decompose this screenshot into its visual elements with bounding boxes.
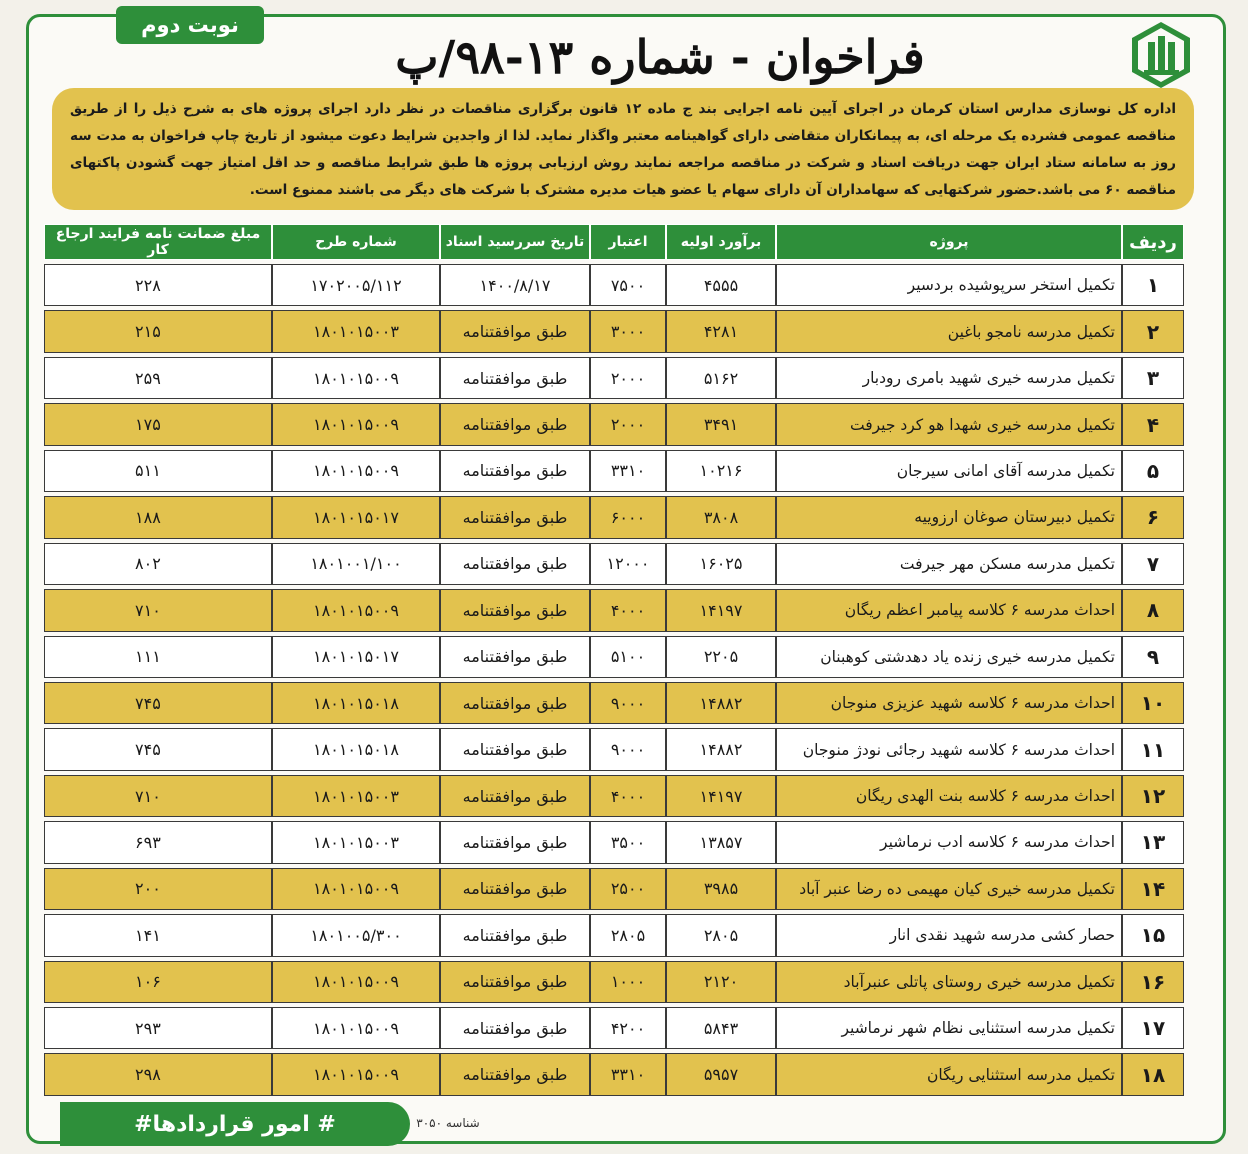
header-guarantee: مبلغ ضمانت نامه فرایند ارجاع کار bbox=[44, 224, 272, 260]
cell-plan-number: ۱۸۰۱۰۱۵۰۰۹ bbox=[272, 868, 440, 910]
cell-estimate: ۳۴۹۱ bbox=[666, 403, 776, 445]
cell-row-number: ۵ bbox=[1122, 450, 1184, 492]
table-row bbox=[44, 310, 1184, 352]
table-row bbox=[44, 543, 1184, 585]
header-row-number: ردیف bbox=[1122, 224, 1184, 260]
header-estimate: برآورد اولیه bbox=[666, 224, 776, 260]
cell-guarantee: ۵۱۱ bbox=[44, 450, 272, 492]
cell-credit: ۷۵۰۰ bbox=[590, 264, 666, 306]
cell-deadline: طبق موافقتنامه bbox=[440, 496, 590, 538]
cell-deadline: طبق موافقتنامه bbox=[440, 310, 590, 352]
cell-row-number: ۱۵ bbox=[1122, 914, 1184, 956]
cell-credit: ۲۵۰۰ bbox=[590, 868, 666, 910]
ad-id: شناسه ۳۰۵۰ bbox=[416, 1116, 480, 1130]
cell-project: تکمیل مدرسه خیری کیان مهیمی ده رضا عنبر آباد bbox=[776, 868, 1122, 910]
cell-guarantee: ۷۱۰ bbox=[44, 775, 272, 817]
table-row bbox=[44, 450, 1184, 492]
cell-deadline: طبق موافقتنامه bbox=[440, 1053, 590, 1096]
cell-credit: ۲۰۰۰ bbox=[590, 403, 666, 445]
cell-guarantee: ۲۱۵ bbox=[44, 310, 272, 352]
cell-estimate: ۱۴۸۸۲ bbox=[666, 682, 776, 724]
cell-credit: ۱۰۰۰ bbox=[590, 961, 666, 1003]
cell-deadline: طبق موافقتنامه bbox=[440, 914, 590, 956]
cell-project: تکمیل مدرسه خیری زنده یاد دهدشتی کوهبنان bbox=[776, 636, 1122, 678]
table-row bbox=[44, 403, 1184, 445]
header-credit: اعتبار bbox=[590, 224, 666, 260]
cell-row-number: ۱۲ bbox=[1122, 775, 1184, 817]
cell-guarantee: ۱۴۱ bbox=[44, 914, 272, 956]
cell-guarantee: ۷۴۵ bbox=[44, 682, 272, 724]
table-row bbox=[44, 1007, 1184, 1049]
cell-project: تکمیل مدرسه خیری شهید بامری رودبار bbox=[776, 357, 1122, 399]
cell-guarantee: ۲۰۰ bbox=[44, 868, 272, 910]
cell-plan-number: ۱۸۰۱۰۱۵۰۱۷ bbox=[272, 496, 440, 538]
table-row bbox=[44, 728, 1184, 770]
cell-estimate: ۵۱۶۲ bbox=[666, 357, 776, 399]
cell-row-number: ۹ bbox=[1122, 636, 1184, 678]
cell-deadline: طبق موافقتنامه bbox=[440, 961, 590, 1003]
cell-project: احداث مدرسه ۶ کلاسه پیامبر اعظم ریگان bbox=[776, 589, 1122, 631]
cell-estimate: ۲۸۰۵ bbox=[666, 914, 776, 956]
cell-guarantee: ۸۰۲ bbox=[44, 543, 272, 585]
intro-paragraph: اداره کل نوسازی مدارس استان کرمان در اجرای آیین نامه اجرایی بند ج ماده ۱۲ قانون برگزاری مناقصات در نظر دارد اجرای پروژه های به شرح ذیل را از طریق مناقصه عمومی فشرده یک مرحله ای، به پیمانکاران متقاضی دارای گواهینامه معتبر واگذار نماید. لذا از واجدین شرایط دعوت میشود از تاریخ چاپ فراخوان به مدت سه روز به سامانه ستاد ایران جهت دریافت اسناد و شرکت در مناقصه مراجعه نمایند روش ارزیابی پروژه ها طبق شرایط مناقصه و حد اقل امتیاز جهت گشودن پاکتهای مناقصه ۶۰ می باشد.حضور شرکتهایی که سهامداران آن دارای سهام یا عضو هیات مدیره مشترک با شرکت های دیگر می باشند ممنوع است. bbox=[52, 88, 1194, 210]
cell-deadline: طبق موافقتنامه bbox=[440, 775, 590, 817]
cell-project: تکمیل مدرسه خیری شهدا هو کرد جیرفت bbox=[776, 403, 1122, 445]
cell-credit: ۴۲۰۰ bbox=[590, 1007, 666, 1049]
cell-credit: ۴۰۰۰ bbox=[590, 589, 666, 631]
cell-estimate: ۴۵۵۵ bbox=[666, 264, 776, 306]
cell-credit: ۳۳۱۰ bbox=[590, 1053, 666, 1096]
cell-credit: ۶۰۰۰ bbox=[590, 496, 666, 538]
cell-credit: ۵۱۰۰ bbox=[590, 636, 666, 678]
cell-row-number: ۲ bbox=[1122, 310, 1184, 352]
cell-guarantee: ۶۹۳ bbox=[44, 821, 272, 863]
cell-guarantee: ۱۰۶ bbox=[44, 961, 272, 1003]
cell-credit: ۲۰۰۰ bbox=[590, 357, 666, 399]
cell-credit: ۱۲۰۰۰ bbox=[590, 543, 666, 585]
cell-guarantee: ۷۴۵ bbox=[44, 728, 272, 770]
cell-row-number: ۱۱ bbox=[1122, 728, 1184, 770]
page-title: فراخوان - شماره ۱۳-۹۸/پ bbox=[395, 30, 925, 84]
cell-deadline: طبق موافقتنامه bbox=[440, 543, 590, 585]
cell-row-number: ۱۰ bbox=[1122, 682, 1184, 724]
cell-row-number: ۱۴ bbox=[1122, 868, 1184, 910]
cell-estimate: ۳۸۰۸ bbox=[666, 496, 776, 538]
cell-deadline: ۱۴۰۰/۸/۱۷ bbox=[440, 264, 590, 306]
cell-plan-number: ۱۸۰۱۰۱۵۰۰۳ bbox=[272, 821, 440, 863]
cell-project: تکمیل دبیرستان صوغان ارزوییه bbox=[776, 496, 1122, 538]
cell-estimate: ۲۲۰۵ bbox=[666, 636, 776, 678]
cell-row-number: ۷ bbox=[1122, 543, 1184, 585]
cell-row-number: ۱۸ bbox=[1122, 1053, 1184, 1096]
cell-project: احداث مدرسه ۶ کلاسه شهید رجائی نودژ منوجان bbox=[776, 728, 1122, 770]
cell-project: تکمیل مدرسه نامجو باغین bbox=[776, 310, 1122, 352]
cell-guarantee: ۲۹۸ bbox=[44, 1053, 272, 1096]
cell-project: احداث مدرسه ۶ کلاسه بنت الهدی ریگان bbox=[776, 775, 1122, 817]
cell-estimate: ۱۳۸۵۷ bbox=[666, 821, 776, 863]
table-header-row bbox=[44, 224, 1184, 260]
cell-credit: ۳۵۰۰ bbox=[590, 821, 666, 863]
table-row bbox=[44, 682, 1184, 724]
cell-row-number: ۱۷ bbox=[1122, 1007, 1184, 1049]
cell-estimate: ۲۱۲۰ bbox=[666, 961, 776, 1003]
cell-plan-number: ۱۸۰۱۰۱۵۰۰۹ bbox=[272, 450, 440, 492]
cell-project: تکمیل مدرسه استثنایی ریگان bbox=[776, 1053, 1122, 1096]
cell-guarantee: ۲۲۸ bbox=[44, 264, 272, 306]
cell-deadline: طبق موافقتنامه bbox=[440, 821, 590, 863]
cell-project: احداث مدرسه ۶ کلاسه ادب نرماشیر bbox=[776, 821, 1122, 863]
cell-deadline: طبق موافقتنامه bbox=[440, 450, 590, 492]
cell-row-number: ۱۳ bbox=[1122, 821, 1184, 863]
cell-deadline: طبق موافقتنامه bbox=[440, 728, 590, 770]
cell-estimate: ۵۸۴۳ bbox=[666, 1007, 776, 1049]
table-row bbox=[44, 636, 1184, 678]
cell-plan-number: ۱۸۰۱۰۱۵۰۰۹ bbox=[272, 1053, 440, 1096]
cell-estimate: ۱۴۱۹۷ bbox=[666, 775, 776, 817]
cell-estimate: ۵۹۵۷ bbox=[666, 1053, 776, 1096]
cell-deadline: طبق موافقتنامه bbox=[440, 682, 590, 724]
cell-deadline: طبق موافقتنامه bbox=[440, 357, 590, 399]
table-row bbox=[44, 821, 1184, 863]
cell-guarantee: ۱۷۵ bbox=[44, 403, 272, 445]
cell-plan-number: ۱۸۰۱۰۱۵۰۰۹ bbox=[272, 357, 440, 399]
contracts-affairs-tag: # امور قراردادها# bbox=[60, 1102, 410, 1146]
cell-row-number: ۱ bbox=[1122, 264, 1184, 306]
cell-plan-number: ۱۸۰۱۰۱۵۰۰۳ bbox=[272, 310, 440, 352]
cell-credit: ۹۰۰۰ bbox=[590, 728, 666, 770]
cell-project: تکمیل مدرسه استثنایی نظام شهر نرماشیر bbox=[776, 1007, 1122, 1049]
cell-plan-number: ۱۷۰۲۰۰۵/۱۱۲ bbox=[272, 264, 440, 306]
cell-credit: ۳۰۰۰ bbox=[590, 310, 666, 352]
header-project: پروژه bbox=[776, 224, 1122, 260]
cell-estimate: ۱۴۸۸۲ bbox=[666, 728, 776, 770]
round-badge: نوبت دوم bbox=[116, 6, 264, 44]
table-row bbox=[44, 264, 1184, 306]
cell-project: تکمیل مدرسه خیری روستای پاتلی عنبرآباد bbox=[776, 961, 1122, 1003]
table-row bbox=[44, 775, 1184, 817]
cell-guarantee: ۱۱۱ bbox=[44, 636, 272, 678]
table-row bbox=[44, 961, 1184, 1003]
cell-estimate: ۱۶۰۲۵ bbox=[666, 543, 776, 585]
cell-plan-number: ۱۸۰۱۰۱۵۰۰۹ bbox=[272, 589, 440, 631]
cell-project: تکمیل مدرسه آقای امانی سیرجان bbox=[776, 450, 1122, 492]
cell-plan-number: ۱۸۰۱۰۰۵/۳۰۰ bbox=[272, 914, 440, 956]
cell-guarantee: ۷۱۰ bbox=[44, 589, 272, 631]
cell-estimate: ۴۲۸۱ bbox=[666, 310, 776, 352]
cell-deadline: طبق موافقتنامه bbox=[440, 1007, 590, 1049]
cell-credit: ۴۰۰۰ bbox=[590, 775, 666, 817]
cell-guarantee: ۲۵۹ bbox=[44, 357, 272, 399]
cell-plan-number: ۱۸۰۱۰۱۵۰۱۸ bbox=[272, 682, 440, 724]
table-row bbox=[44, 357, 1184, 399]
cell-credit: ۲۸۰۵ bbox=[590, 914, 666, 956]
organization-emblem-icon bbox=[1126, 20, 1196, 90]
cell-guarantee: ۱۸۸ bbox=[44, 496, 272, 538]
cell-estimate: ۱۰۲۱۶ bbox=[666, 450, 776, 492]
cell-project: تکمیل استخر سرپوشیده بردسیر bbox=[776, 264, 1122, 306]
cell-row-number: ۴ bbox=[1122, 403, 1184, 445]
header-deadline: تاریخ سررسید اسناد bbox=[440, 224, 590, 260]
table-row bbox=[44, 496, 1184, 538]
cell-project: حصار کشی مدرسه شهید نقدی انار bbox=[776, 914, 1122, 956]
table-row bbox=[44, 914, 1184, 956]
cell-project: احداث مدرسه ۶ کلاسه شهید عزیزی منوجان bbox=[776, 682, 1122, 724]
cell-row-number: ۸ bbox=[1122, 589, 1184, 631]
table-row bbox=[44, 1053, 1184, 1096]
cell-deadline: طبق موافقتنامه bbox=[440, 636, 590, 678]
cell-deadline: طبق موافقتنامه bbox=[440, 868, 590, 910]
table-row bbox=[44, 589, 1184, 631]
cell-plan-number: ۱۸۰۱۰۱۵۰۱۷ bbox=[272, 636, 440, 678]
cell-project: تکمیل مدرسه مسکن مهر جیرفت bbox=[776, 543, 1122, 585]
cell-row-number: ۶ bbox=[1122, 496, 1184, 538]
cell-plan-number: ۱۸۰۱۰۱۵۰۰۹ bbox=[272, 1007, 440, 1049]
projects-table bbox=[44, 220, 1184, 1100]
cell-guarantee: ۲۹۳ bbox=[44, 1007, 272, 1049]
cell-credit: ۳۳۱۰ bbox=[590, 450, 666, 492]
cell-deadline: طبق موافقتنامه bbox=[440, 589, 590, 631]
cell-plan-number: ۱۸۰۱۰۱۵۰۱۸ bbox=[272, 728, 440, 770]
cell-row-number: ۳ bbox=[1122, 357, 1184, 399]
cell-credit: ۹۰۰۰ bbox=[590, 682, 666, 724]
cell-estimate: ۳۹۸۵ bbox=[666, 868, 776, 910]
cell-row-number: ۱۶ bbox=[1122, 961, 1184, 1003]
cell-plan-number: ۱۸۰۱۰۱۵۰۰۹ bbox=[272, 403, 440, 445]
header-plan-number: شماره طرح bbox=[272, 224, 440, 260]
cell-plan-number: ۱۸۰۱۰۰۱/۱۰۰ bbox=[272, 543, 440, 585]
cell-estimate: ۱۴۱۹۷ bbox=[666, 589, 776, 631]
cell-plan-number: ۱۸۰۱۰۱۵۰۰۹ bbox=[272, 961, 440, 1003]
cell-deadline: طبق موافقتنامه bbox=[440, 403, 590, 445]
table-row bbox=[44, 868, 1184, 910]
cell-plan-number: ۱۸۰۱۰۱۵۰۰۳ bbox=[272, 775, 440, 817]
